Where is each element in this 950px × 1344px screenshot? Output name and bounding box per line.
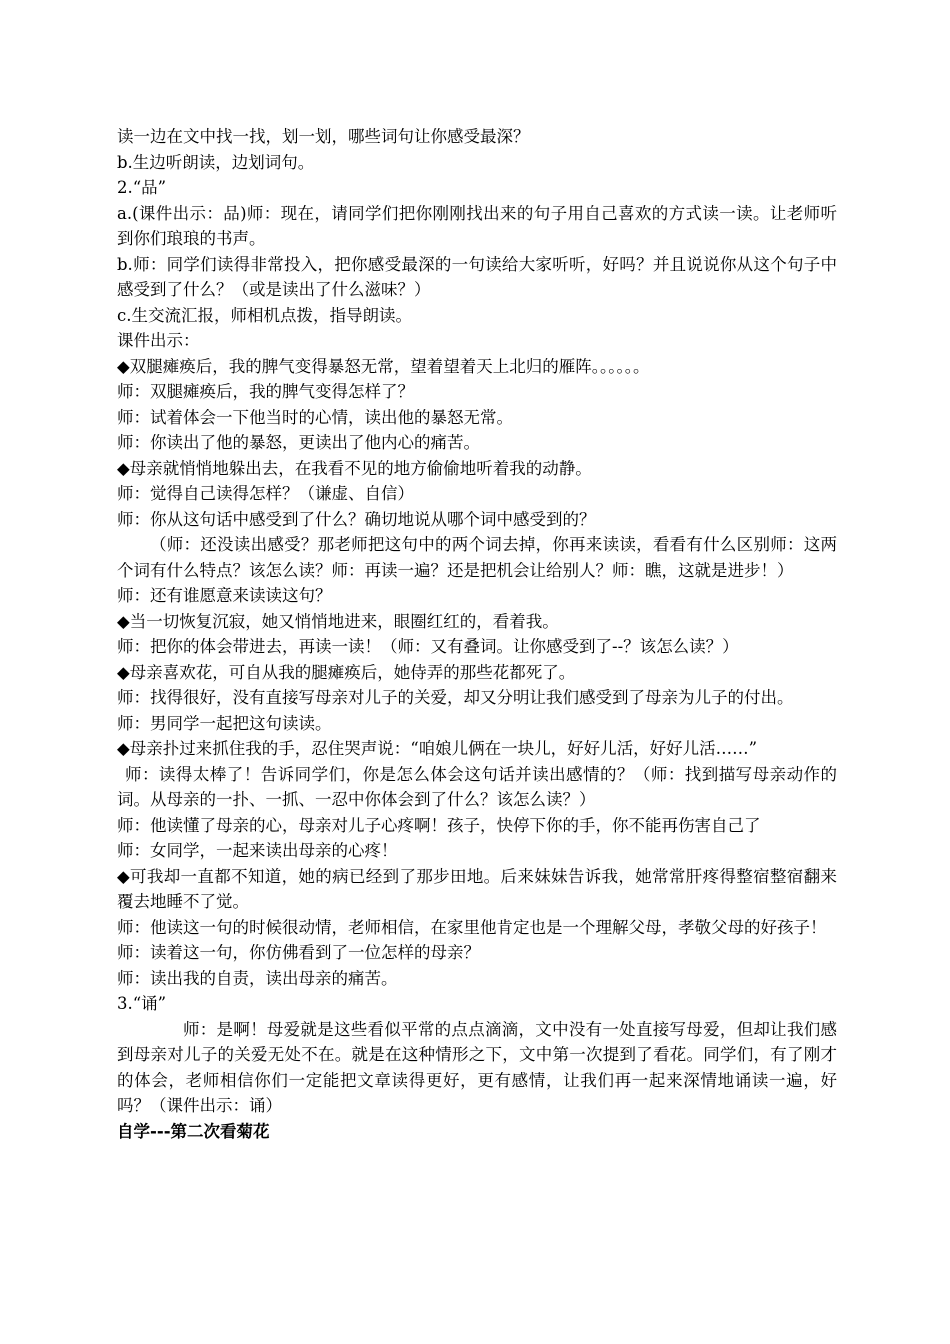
- quote-line: ◆可我却一直都不知道，她的病已经到了那步田地。后来妹妹告诉我，她常常肝疼得整宿整宿翻来覆去地睡不了觉。: [117, 866, 837, 911]
- text-line: 师：把你的体会带进去，再读一读！（师：又有叠词。让你感受到了--？该怎么读？）: [117, 637, 739, 656]
- text-line: 师：还有谁愿意来读读这句？: [117, 586, 332, 605]
- text-line: 师：读得太棒了！告诉同学们，你是怎么体会这句话并读出感情的？（师：找到描写母亲动作的词。从母亲的一扑、一抓、一忍中你体会到了什么？该怎么读？）: [117, 764, 837, 809]
- text-line: 师：你从这句话中感受到了什么？确切地说从哪个词中感受到的？: [117, 509, 596, 529]
- text-line: 师：他读懂了母亲的心，母亲对儿子心疼啊！孩子，快停下你的手，你不能再伤害自己了: [117, 815, 761, 835]
- text-line: 师：他读这一句的时候很动情，老师相信，在家里他肯定也是一个理解父母，孝敬父母的好孩子！: [117, 917, 827, 937]
- quote-line: ◆双腿瘫痪后，我的脾气变得暴怒无常，望着望着天上北归的雁阵。。。。。。: [117, 356, 650, 376]
- quote-line: ◆母亲就悄悄地躲出去，在我看不见的地方偷偷地听着我的动静。: [117, 458, 592, 478]
- text-line: c.生交流汇报，师相机点拨，指导朗读。: [117, 305, 412, 325]
- text-line: 师：读出我的自责，读出母亲的痛苦。: [117, 968, 398, 988]
- text-line: 师：女同学，一起来读出母亲的心疼！: [117, 841, 398, 860]
- quote-line: ◆母亲喜欢花，可自从我的腿瘫痪后，她侍弄的那些花都死了。: [117, 662, 576, 682]
- section-heading: 2.“品”: [117, 178, 167, 197]
- text-line: 师：你读出了他的暴怒，更读出了他内心的痛苦。: [117, 433, 480, 452]
- text-line: 师：双腿瘫痪后，我的脾气变得怎样了？: [117, 382, 414, 401]
- text-line: （师：还没读出感受？那老师把这句中的两个词去掉，你再来读读，看看有什么区别师：这两个词有什么特点？该怎么读？师：再读一遍？还是把机会让给别人？师：瞧，这就是进步！）: [117, 535, 837, 580]
- section-title: 自学---第二次看菊花: [117, 1121, 270, 1141]
- document-page: [117, 124, 837, 1144]
- quote-line: ◆母亲扑过来抓住我的手，忍住哭声说：“咱娘儿俩在一块儿，好好儿活，好好儿活……”: [117, 739, 758, 758]
- text-line: b.师：同学们读得非常投入，把你感受最深的一句读给大家听听，好吗？并且说说你从这个句子中感受到了什么？（或是读出了什么滋味？）: [117, 254, 837, 299]
- text-line: 师：读着这一句，你仿佛看到了一位怎样的母亲？: [117, 943, 480, 962]
- text-line: a.(课件出示：品)师：现在，请同学们把你刚刚找出来的句子用自己喜欢的方式读一读。让老师听到你们琅琅的书声。: [117, 203, 837, 248]
- quote-line: ◆当一切恢复沉寂，她又悄悄地进来，眼圈红红的，看着我。: [117, 611, 559, 631]
- section-heading: 3.“诵”: [117, 994, 167, 1013]
- text-line: 读一边在文中找一找，划一划，哪些词句让你感受最深？: [117, 127, 530, 146]
- text-line: 师：男同学一起把这句读读。: [117, 713, 332, 733]
- text-line: b.生边听朗读，边划词句。: [117, 152, 315, 172]
- text-line: 课件出示：: [117, 331, 200, 350]
- text-line: 师：找得很好，没有直接写母亲对儿子的关爱，却又分明让我们感受到了母亲为儿子的付出。: [117, 688, 794, 707]
- text-line: 师：试着体会一下他当时的心情，读出他的暴怒无常。: [117, 407, 513, 427]
- text-line: 师：是啊！母爱就是这些看似平常的点点滴滴，文中没有一处直接写母爱，但却让我们感到母亲对儿子的关爱无处不在。就是在这种情形之下，文中第一次提到了看花。同学们，有了刚才的体会，老师相信你们一定能把文章读得更好，更有感情，让我们再一起来深情地诵读一遍，好吗？（课件出示：诵）: [117, 1019, 837, 1115]
- text-line: 师：觉得自己读得怎样？（谦虚、自信）: [117, 484, 414, 503]
